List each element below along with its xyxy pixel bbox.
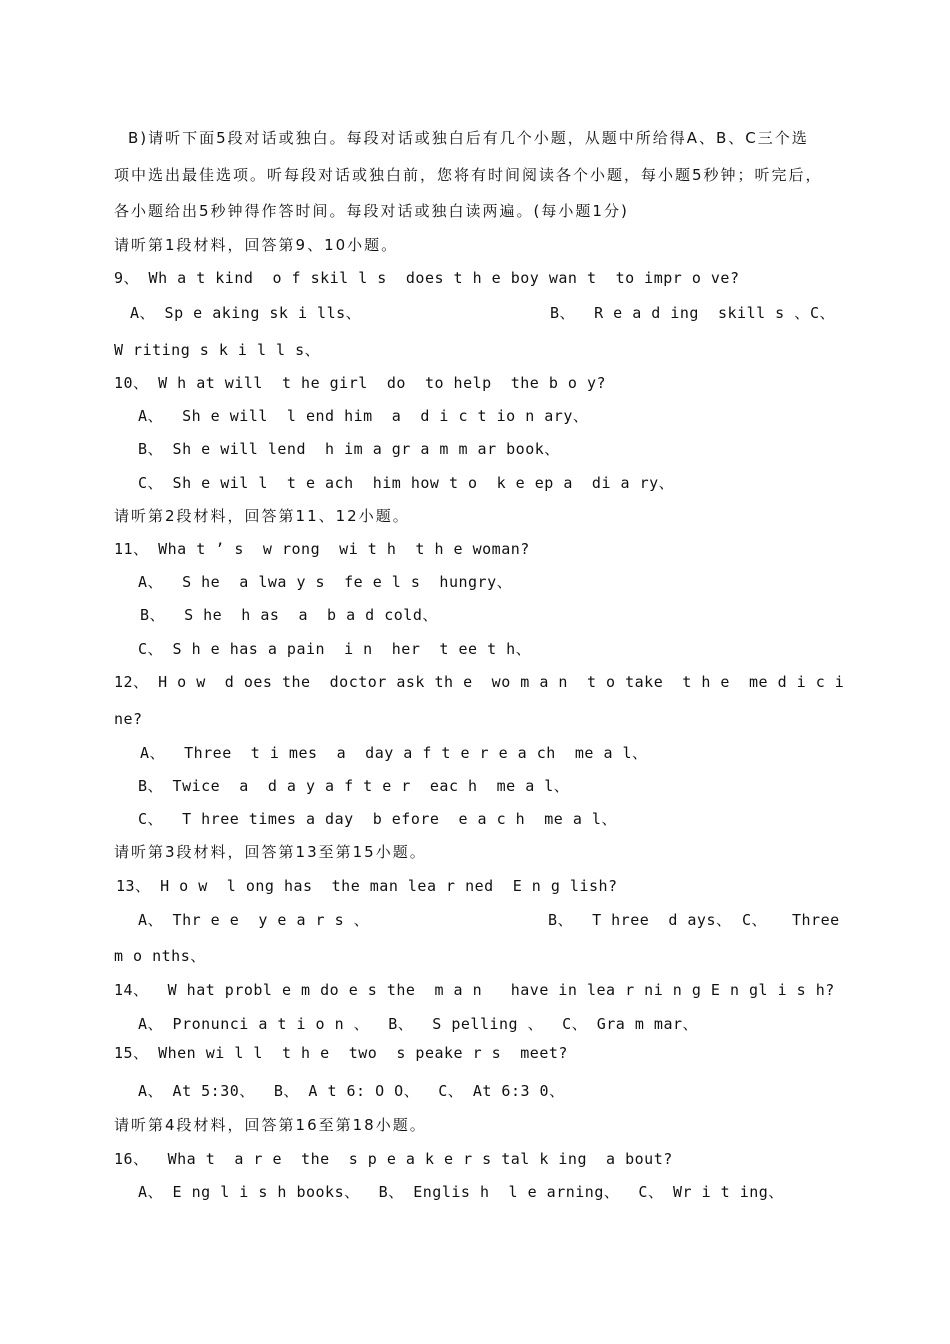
question-16-stem: 16、 Wha t a r e the s p e a k e r s tal k ing a bout? [114,1150,673,1168]
question-15-options: A、 At 5:30、 B、 A t 6: O O、 C、 At 6:3 0、 [138,1082,565,1100]
question-12-option-a: A、 Three t i mes a day a f t e r e a ch me a l、 [140,744,648,762]
question-12-stem-continued: ne? [114,710,143,728]
question-14-stem: 14、 W hat probl e m do e s the m a n have in lea r ni n g E n gl i s h? [114,981,835,999]
intro-line-3: 各小题给出5秒钟得作答时间。每段对话或独白读两遍。(每小题1分) [114,202,629,220]
question-9-stem: 9、 Wh a t kind o f skil l s does t h e boy wan t to impr o ve? [114,269,740,287]
question-13-option-a: A、 Thr e e y e a r s 、 [138,911,370,929]
question-10-option-b: B、 Sh e will lend h im a gr a m m ar book、 [138,440,560,458]
question-9-option-b: B、 R e a d ing skill s 、 [550,304,810,322]
question-11-stem: 11、 Wha t ’ s w rong wi t h t h e woman? [114,540,530,558]
question-13-option-c-word: Three [792,911,840,929]
question-10-option-c: C、 Sh e wil l t e ach him how t o k e ep a di a ry、 [138,474,675,492]
question-13-stem: 13、 H o w l ong has the man lea r ned E n g lish? [116,877,618,895]
question-13-option-c-marker: C、 [742,911,768,929]
intro-line-1: B)请听下面5段对话或独白。每段对话或独白后有几个小题，从题中所给得A、B、C三个选 [128,129,809,147]
question-13-option-b: B、 T hree d ays、 [548,911,732,929]
question-12-stem: 12、 H o w d oes the doctor ask th e wo m a n t o take t h e me d i c i [114,673,845,691]
section-4-heading: 请听第4段材料，回答第16至第18小题。 [114,1116,427,1134]
question-13-option-c-text: m o nths、 [114,947,206,965]
question-9-option-a: A、 Sp e aking sk i lls、 [130,304,362,322]
question-15-stem: 15、 When wi l l t h e two s peake r s meet? [114,1044,568,1062]
question-11-option-c: C、 S h e has a pain i n her t ee t h、 [138,640,532,658]
question-12-option-b: B、 Twice a d a y a f t e r eac h me a l、 [138,777,570,795]
section-3-heading: 请听第3段材料，回答第13至第15小题。 [114,843,427,861]
question-11-option-a: A、 S he a lwa y s fe e l s hungry、 [138,573,513,591]
question-14-options: A、 Pronunci a t i o n 、 B、 S pelling 、 C、 Gra m mar、 [138,1015,699,1033]
question-9-option-c-text: W riting s k i l l s、 [114,341,321,359]
section-1-heading: 请听第1段材料，回答第9、10小题。 [114,236,399,254]
question-10-option-a: A、 Sh e will l end him a d i c t io n ary、 [138,407,589,425]
question-9-option-c-marker: C、 [810,304,836,322]
question-12-option-c: C、 T hree times a day b efore e a c h me a l、 [138,810,617,828]
question-10-stem: 10、 W h at will t he girl do to help the b o y? [114,374,607,392]
section-2-heading: 请听第2段材料，回答第11、12小题。 [114,507,410,525]
intro-line-2: 项中选出最佳选项。听每段对话或独白前，您将有时间阅读各个小题，每小题5秒钟；听完后， [114,166,823,184]
question-16-options: A、 E ng l i s h books、 B、 Englis h l e arning、 C、 Wr i t ing、 [138,1183,784,1201]
question-11-option-b: B、 S he h as a b a d cold、 [140,606,438,624]
